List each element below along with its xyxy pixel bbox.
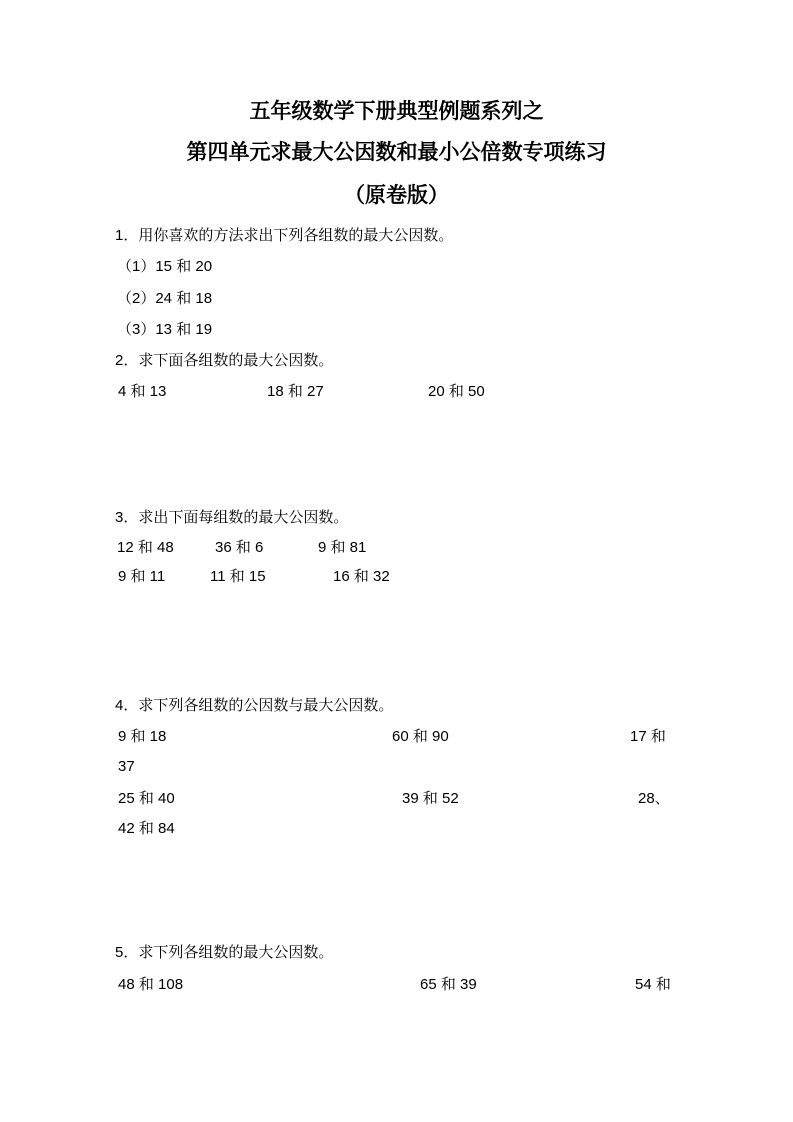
q2-group-3: 20 和 50	[428, 383, 485, 400]
q1-item-1: （1）15 和 20	[117, 258, 213, 275]
q3-row2-group-3: 16 和 32	[333, 568, 390, 585]
q4-row4-continuation: 42 和 84	[118, 820, 175, 837]
question-5-prompt: 5．求下列各组数的最大公因数。	[115, 944, 334, 961]
q1-item-2: （2）24 和 18	[117, 290, 213, 307]
question-2-prompt: 2．求下面各组数的最大公因数。	[115, 352, 334, 369]
q3-row1-group-2: 36 和 6	[215, 539, 264, 556]
q5-group-1: 48 和 108	[118, 976, 184, 993]
q5-group-2: 65 和 39	[420, 976, 477, 993]
q3-row1-group-3: 9 和 81	[318, 539, 367, 556]
question-3-prompt: 3．求出下面每组数的最大公因数。	[115, 509, 349, 526]
question-4-prompt: 4．求下列各组数的公因数与最大公因数。	[115, 697, 394, 714]
q4-row3-group-1: 25 和 40	[118, 790, 175, 807]
q4-row1-group-3: 17 和	[630, 728, 666, 745]
q3-row2-group-1: 9 和 11	[118, 568, 166, 585]
question-1-prompt: 1．用你喜欢的方法求出下列各组数的最大公因数。	[115, 227, 454, 244]
doc-title-line3: （原卷版）	[344, 184, 449, 207]
q5-group-3: 54 和	[635, 976, 671, 993]
q4-row1-group-1: 9 和 18	[118, 728, 167, 745]
q2-group-1: 4 和 13	[118, 383, 167, 400]
q4-row3-group-3: 28、	[638, 790, 670, 807]
q4-row3-group-2: 39 和 52	[402, 790, 459, 807]
q1-item-3: （3）13 和 19	[117, 321, 213, 338]
q2-group-2: 18 和 27	[267, 383, 324, 400]
q3-row1-group-1: 12 和 48	[117, 539, 174, 556]
q3-row2-group-2: 11 和 15	[210, 568, 266, 585]
doc-title-line2: 第四单元求最大公因数和最小公倍数专项练习	[186, 141, 607, 164]
q4-row2-continuation: 37	[118, 758, 135, 775]
doc-title-line1: 五年级数学下册典型例题系列之	[249, 100, 544, 123]
q4-row1-group-2: 60 和 90	[392, 728, 449, 745]
